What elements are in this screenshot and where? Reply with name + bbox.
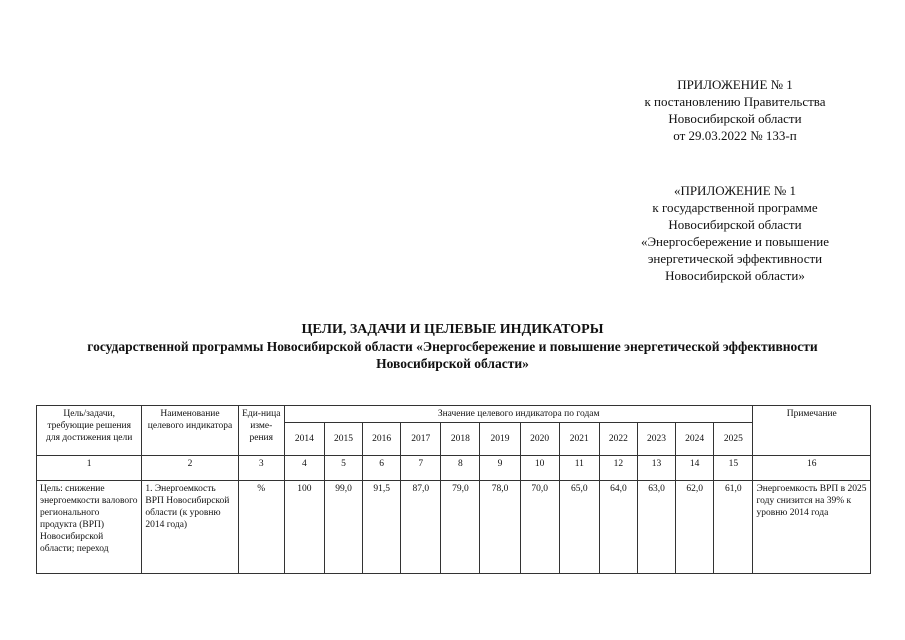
header-year: 2022 [599,423,637,456]
cell-value: 87,0 [401,481,441,574]
cell-value: 64,0 [599,481,637,574]
cell-note: Энергоемкость ВРП в 2025 году снизится на 39% к уровню 2014 года [753,481,871,574]
header-year: 2020 [520,423,559,456]
table-header-row [37,406,871,423]
cell-value: 65,0 [559,481,599,574]
cell-indicator-name: 1. Энергоемкость ВРП Новосибирской области (к уровню 2014 года) [142,481,238,574]
cell-value: 99,0 [324,481,362,574]
column-number: 8 [441,456,480,481]
column-number: 6 [363,456,401,481]
cell-value: 91,5 [363,481,401,574]
title-subtitle-line2: Новосибирской области» [376,356,529,371]
column-number: 9 [480,456,520,481]
attachment-line: «ПРИЛОЖЕНИЕ № 1 [673,183,797,198]
attachment-line: к постановлению Правительства [644,94,826,109]
column-number: 7 [401,456,441,481]
cell-value: 62,0 [676,481,714,574]
header-indicator-name: Наименование целевого индикатора [142,406,238,456]
title-main: ЦЕЛИ, ЗАДАЧИ И ЦЕЛЕВЫЕ ИНДИКАТОРЫ [301,322,604,337]
header-year: 2024 [676,423,714,456]
attachment-line: Новосибирской области» [665,268,805,283]
table-row [37,481,871,574]
attachment-line: «Энергосбережение и повышение [640,234,830,249]
cell-value: 70,0 [520,481,559,574]
column-number: 12 [599,456,637,481]
header-unit: Еди-ница изме-рения [238,406,284,456]
column-number: 11 [559,456,599,481]
attachment-line: Новосибирской области [668,111,802,126]
header-year: 2015 [324,423,362,456]
column-number: 4 [284,456,324,481]
column-number: 16 [753,456,871,481]
cell-value: 79,0 [441,481,480,574]
header-year: 2021 [559,423,599,456]
cell-value: 100 [284,481,324,574]
attachment-line: к государственной программе [652,200,818,215]
column-number: 15 [714,456,753,481]
column-number: 13 [637,456,675,481]
header-year: 2023 [637,423,675,456]
document-title [0,321,905,372]
header-year: 2017 [401,423,441,456]
column-number: 2 [142,456,238,481]
attachment-header-decree [600,76,870,144]
attachment-line: Новосибирской области [668,217,802,232]
title-subtitle-line1: государственной программы Новосибирской области «Энергосбережение и повышение энергетической эффективности [87,339,818,354]
indicators-table [36,405,871,574]
header-year: 2016 [363,423,401,456]
header-note: Примечание [753,406,871,456]
cell-goal: Цель: снижение энергоемкости валового регионального продукта (ВРП) Новосибирской области; переход [37,481,142,574]
cell-value: 61,0 [714,481,753,574]
cell-unit: % [238,481,284,574]
column-number: 3 [238,456,284,481]
header-year: 2025 [714,423,753,456]
header-values-by-year: Значение целевого индикатора по годам [284,406,753,423]
cell-value: 63,0 [637,481,675,574]
header-year: 2018 [441,423,480,456]
header-year: 2014 [284,423,324,456]
column-number: 10 [520,456,559,481]
header-goal: Цель/задачи, требующие решения для достижения цели [37,406,142,456]
attachment-line: от 29.03.2022 № 133-п [673,128,797,143]
column-number: 14 [676,456,714,481]
attachment-line: энергетической эффективности [647,251,823,266]
attachment-header-program [600,182,870,284]
header-year: 2019 [480,423,520,456]
cell-value: 78,0 [480,481,520,574]
attachment-line: ПРИЛОЖЕНИЕ № 1 [677,77,793,92]
column-number: 1 [37,456,142,481]
column-number: 5 [324,456,362,481]
column-numbers-row [37,456,871,481]
